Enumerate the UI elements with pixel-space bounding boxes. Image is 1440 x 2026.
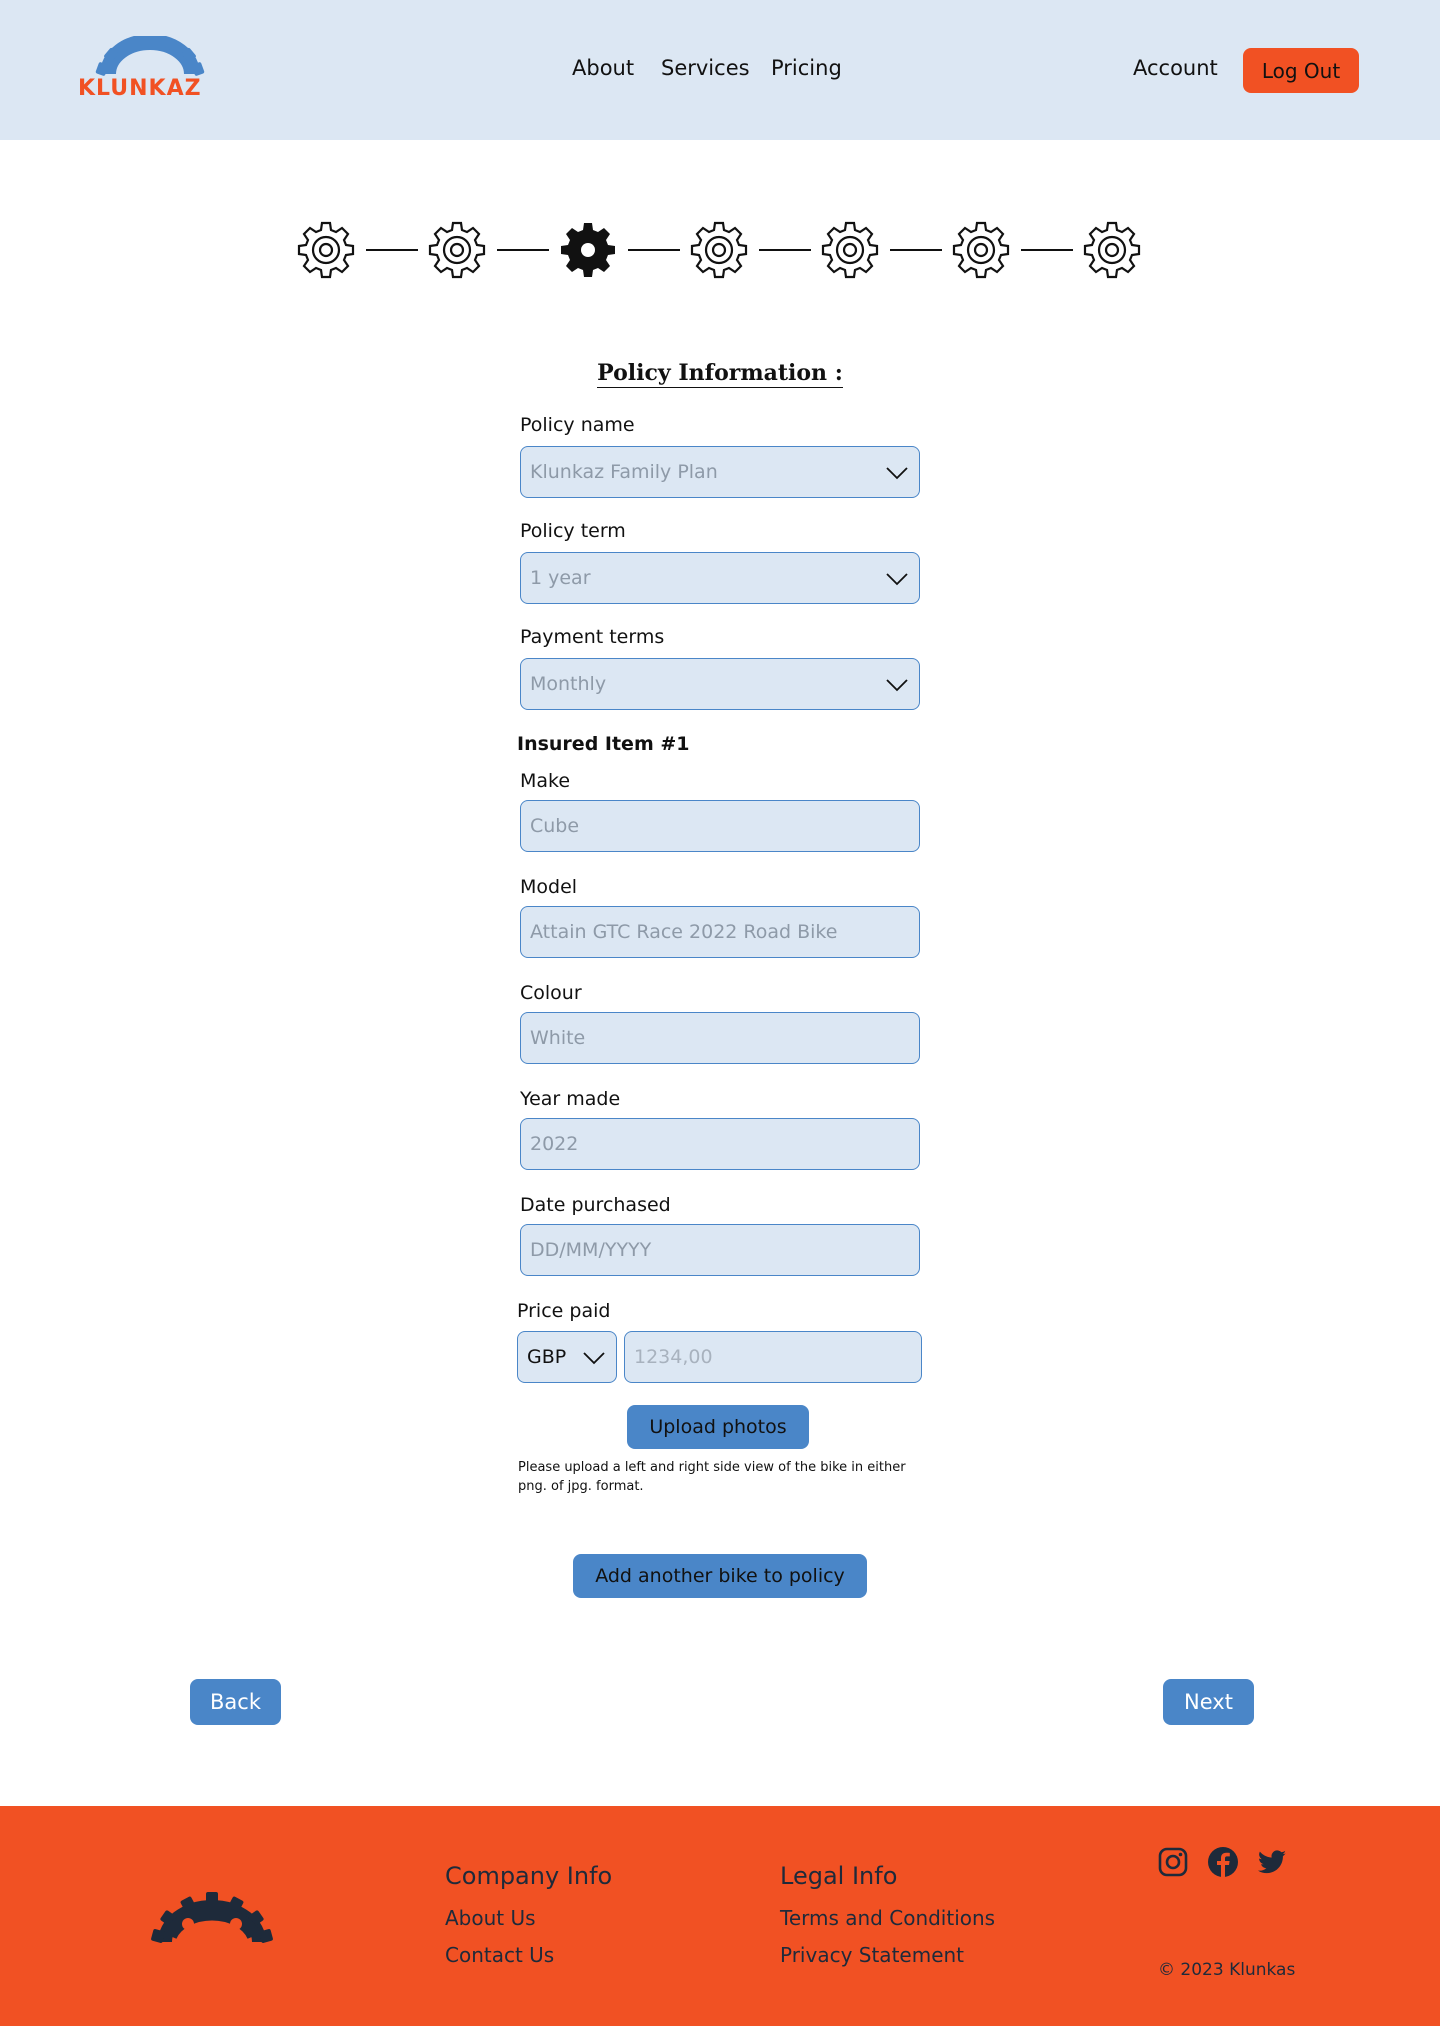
price-placeholder: 1234,00 [634,1346,713,1368]
date-purchased-input[interactable] [520,1224,920,1276]
payment-terms-label: Payment terms [520,626,665,648]
step-6-gear-icon [951,220,1011,280]
step-2-gear-icon [427,220,487,280]
company-info-heading: Company Info [445,1862,613,1890]
payment-terms-select[interactable] [520,658,920,710]
colour-label: Colour [520,982,582,1004]
step-connector [497,249,549,251]
step-3-gear-icon-active [558,220,618,280]
terms-link[interactable]: Terms and Conditions [780,1906,996,1930]
step-connector [366,249,418,251]
date-purchased-label: Date purchased [520,1194,671,1216]
chainring-logo-icon [148,1886,276,1948]
chevron-down-icon [885,567,909,591]
make-label: Make [520,770,571,792]
back-button[interactable]: Back [190,1679,281,1725]
upload-instructions: Please upload a left and right side view of the bike in either png. of jpg. format. [518,1460,906,1494]
price-paid-label: Price paid [517,1300,611,1322]
about-us-link[interactable]: About Us [445,1906,536,1930]
step-connector [1021,249,1073,251]
year-made-input[interactable] [520,1118,920,1170]
logout-button[interactable]: Log Out [1243,48,1359,93]
policy-name-value: Klunkaz Family Plan [530,461,718,483]
model-placeholder: Attain GTC Race 2022 Road Bike [530,921,838,943]
klunkaz-logo[interactable] [78,36,222,104]
upload-photos-button[interactable]: Upload photos [627,1405,809,1449]
year-made-placeholder: 2022 [530,1133,579,1155]
price-input[interactable] [624,1331,922,1383]
footer-logo[interactable] [148,1886,276,1948]
step-connector [628,249,680,251]
site-footer [0,1806,1440,2026]
nav-account-link[interactable]: Account [1133,56,1218,80]
step-7-gear-icon [1082,220,1142,280]
next-button[interactable]: Next [1163,1679,1254,1725]
logo-wordmark: KLUNKAZ [78,76,202,101]
legal-info-heading: Legal Info [780,1862,898,1890]
nav-services-link[interactable]: Services [661,56,750,80]
step-4-gear-icon [689,220,749,280]
model-input[interactable] [520,906,920,958]
step-connector [890,249,942,251]
step-1-gear-icon [296,220,356,280]
instagram-icon[interactable] [1157,1846,1189,1878]
policy-name-select[interactable] [520,446,920,498]
twitter-icon[interactable] [1256,1846,1288,1878]
copyright-text: © 2023 Klunkas [1158,1960,1296,1980]
nav-about-link[interactable]: About [572,56,635,80]
policy-term-value: 1 year [530,567,591,589]
make-placeholder: Cube [530,815,580,837]
progress-stepper [296,220,1144,280]
form-title: Policy Information : [597,360,843,386]
policy-name-label: Policy name [520,414,635,436]
contact-us-link[interactable]: Contact Us [445,1943,555,1967]
step-connector [759,249,811,251]
privacy-link[interactable]: Privacy Statement [780,1943,965,1967]
insured-item-heading: Insured Item #1 [517,733,690,755]
policy-term-label: Policy term [520,520,626,542]
make-input[interactable] [520,800,920,852]
currency-value: GBP [527,1346,567,1368]
colour-placeholder: White [530,1027,586,1049]
chevron-down-icon [582,1346,606,1370]
model-label: Model [520,876,578,898]
colour-input[interactable] [520,1012,920,1064]
year-made-label: Year made [520,1088,621,1110]
step-5-gear-icon [820,220,880,280]
nav-pricing-link[interactable]: Pricing [771,56,842,80]
chevron-down-icon [885,673,909,697]
currency-select[interactable] [517,1331,617,1383]
payment-terms-value: Monthly [530,673,607,695]
chevron-down-icon [885,461,909,485]
site-header [0,0,1440,140]
chainring-logo-icon [78,36,222,76]
add-bike-button[interactable]: Add another bike to policy [573,1554,867,1598]
date-purchased-placeholder: DD/MM/YYYY [530,1239,652,1261]
policy-term-select[interactable] [520,552,920,604]
facebook-icon[interactable] [1207,1846,1239,1878]
